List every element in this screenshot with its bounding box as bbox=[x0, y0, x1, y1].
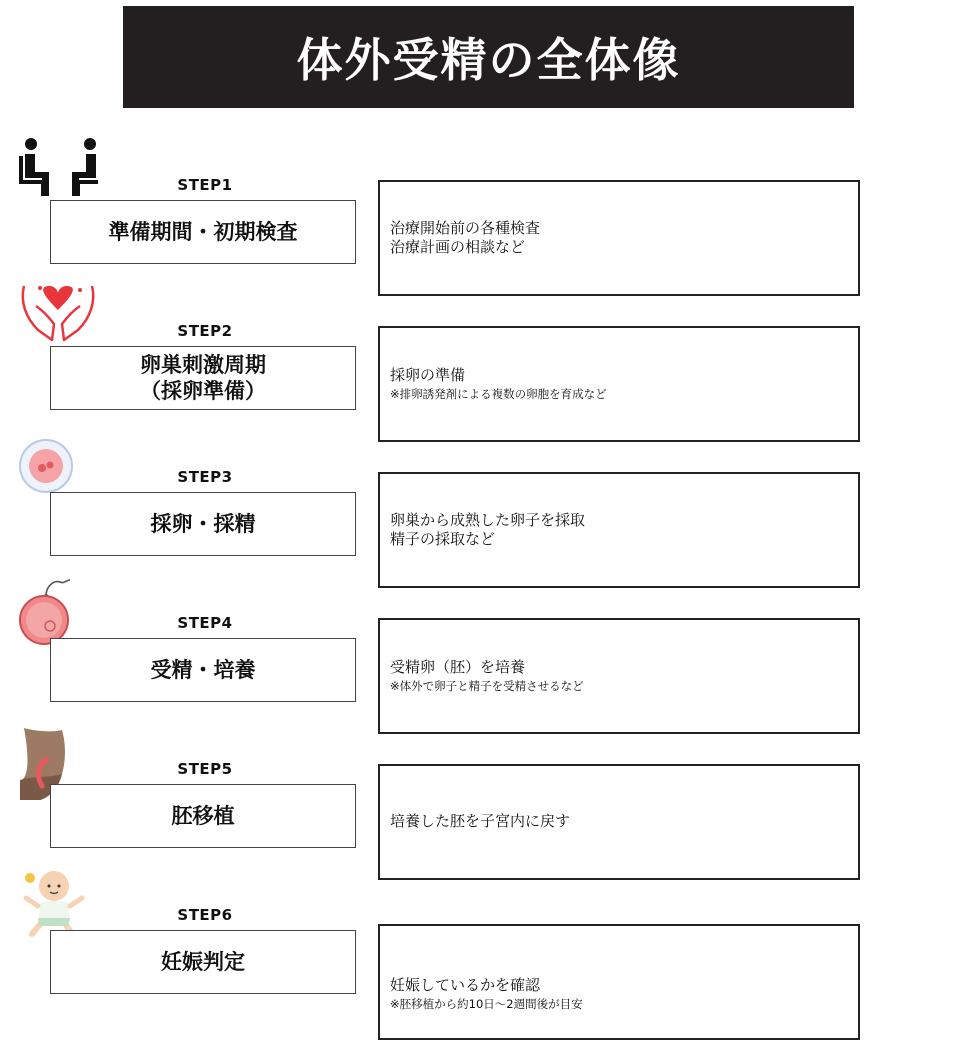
step-2 bbox=[0, 286, 960, 432]
step-description-box bbox=[378, 472, 860, 588]
step-name: 準備期間・初期検査 bbox=[108, 219, 298, 244]
step-3 bbox=[0, 432, 960, 578]
step-name: 妊娠判定 bbox=[161, 949, 245, 974]
description-line: 採卵の準備 bbox=[390, 366, 466, 385]
step-5 bbox=[0, 724, 960, 870]
step-description-box bbox=[378, 764, 860, 880]
page-title: 体外受精の全体像 bbox=[296, 33, 681, 87]
step-description-box bbox=[378, 326, 860, 442]
title-banner bbox=[123, 6, 854, 108]
step-6 bbox=[0, 870, 960, 1016]
step-name-box bbox=[50, 492, 356, 556]
step-name-box bbox=[50, 930, 356, 994]
description-line: 卵巣から成熟した卵子を採取 bbox=[390, 510, 586, 529]
step-description-box bbox=[378, 180, 860, 296]
description-line: 培養した胚を子宮内に戻す bbox=[390, 812, 571, 831]
step-name: 卵巣刺激周期 （採卵準備） bbox=[140, 352, 266, 403]
description-line: 治療開始前の各種検査 bbox=[390, 218, 541, 237]
step-description-box bbox=[378, 924, 860, 1040]
step-1 bbox=[0, 140, 960, 286]
step-description-box bbox=[378, 618, 860, 734]
description-note: ※排卵誘発剤による複数の卵胞を育成など bbox=[390, 386, 607, 401]
step-name-box bbox=[50, 200, 356, 264]
step-label: STEP3 bbox=[177, 468, 233, 486]
step-label: STEP1 bbox=[177, 176, 233, 194]
step-label: STEP6 bbox=[177, 906, 233, 924]
step-label: STEP4 bbox=[177, 614, 233, 632]
step-name: 胚移植 bbox=[171, 803, 235, 828]
step-4 bbox=[0, 578, 960, 724]
description-line: 治療計画の相談など bbox=[390, 238, 526, 256]
description-note: ※体外で卵子と精子を受精させるなど bbox=[390, 678, 584, 693]
description-note: ※胚移植から約10日～2週間後が目安 bbox=[390, 996, 583, 1011]
description-line: 精子の採取など bbox=[390, 530, 496, 548]
step-name-box bbox=[50, 638, 356, 702]
description-line: 受精卵（胚）を培養 bbox=[390, 658, 526, 677]
step-name: 採卵・採精 bbox=[150, 511, 256, 536]
step-label: STEP2 bbox=[177, 322, 233, 340]
step-label: STEP5 bbox=[177, 760, 233, 778]
step-name-box bbox=[50, 784, 356, 848]
description-line: 妊娠しているかを確認 bbox=[390, 976, 541, 995]
step-name: 受精・培養 bbox=[150, 657, 256, 682]
step-name-box bbox=[50, 346, 356, 410]
